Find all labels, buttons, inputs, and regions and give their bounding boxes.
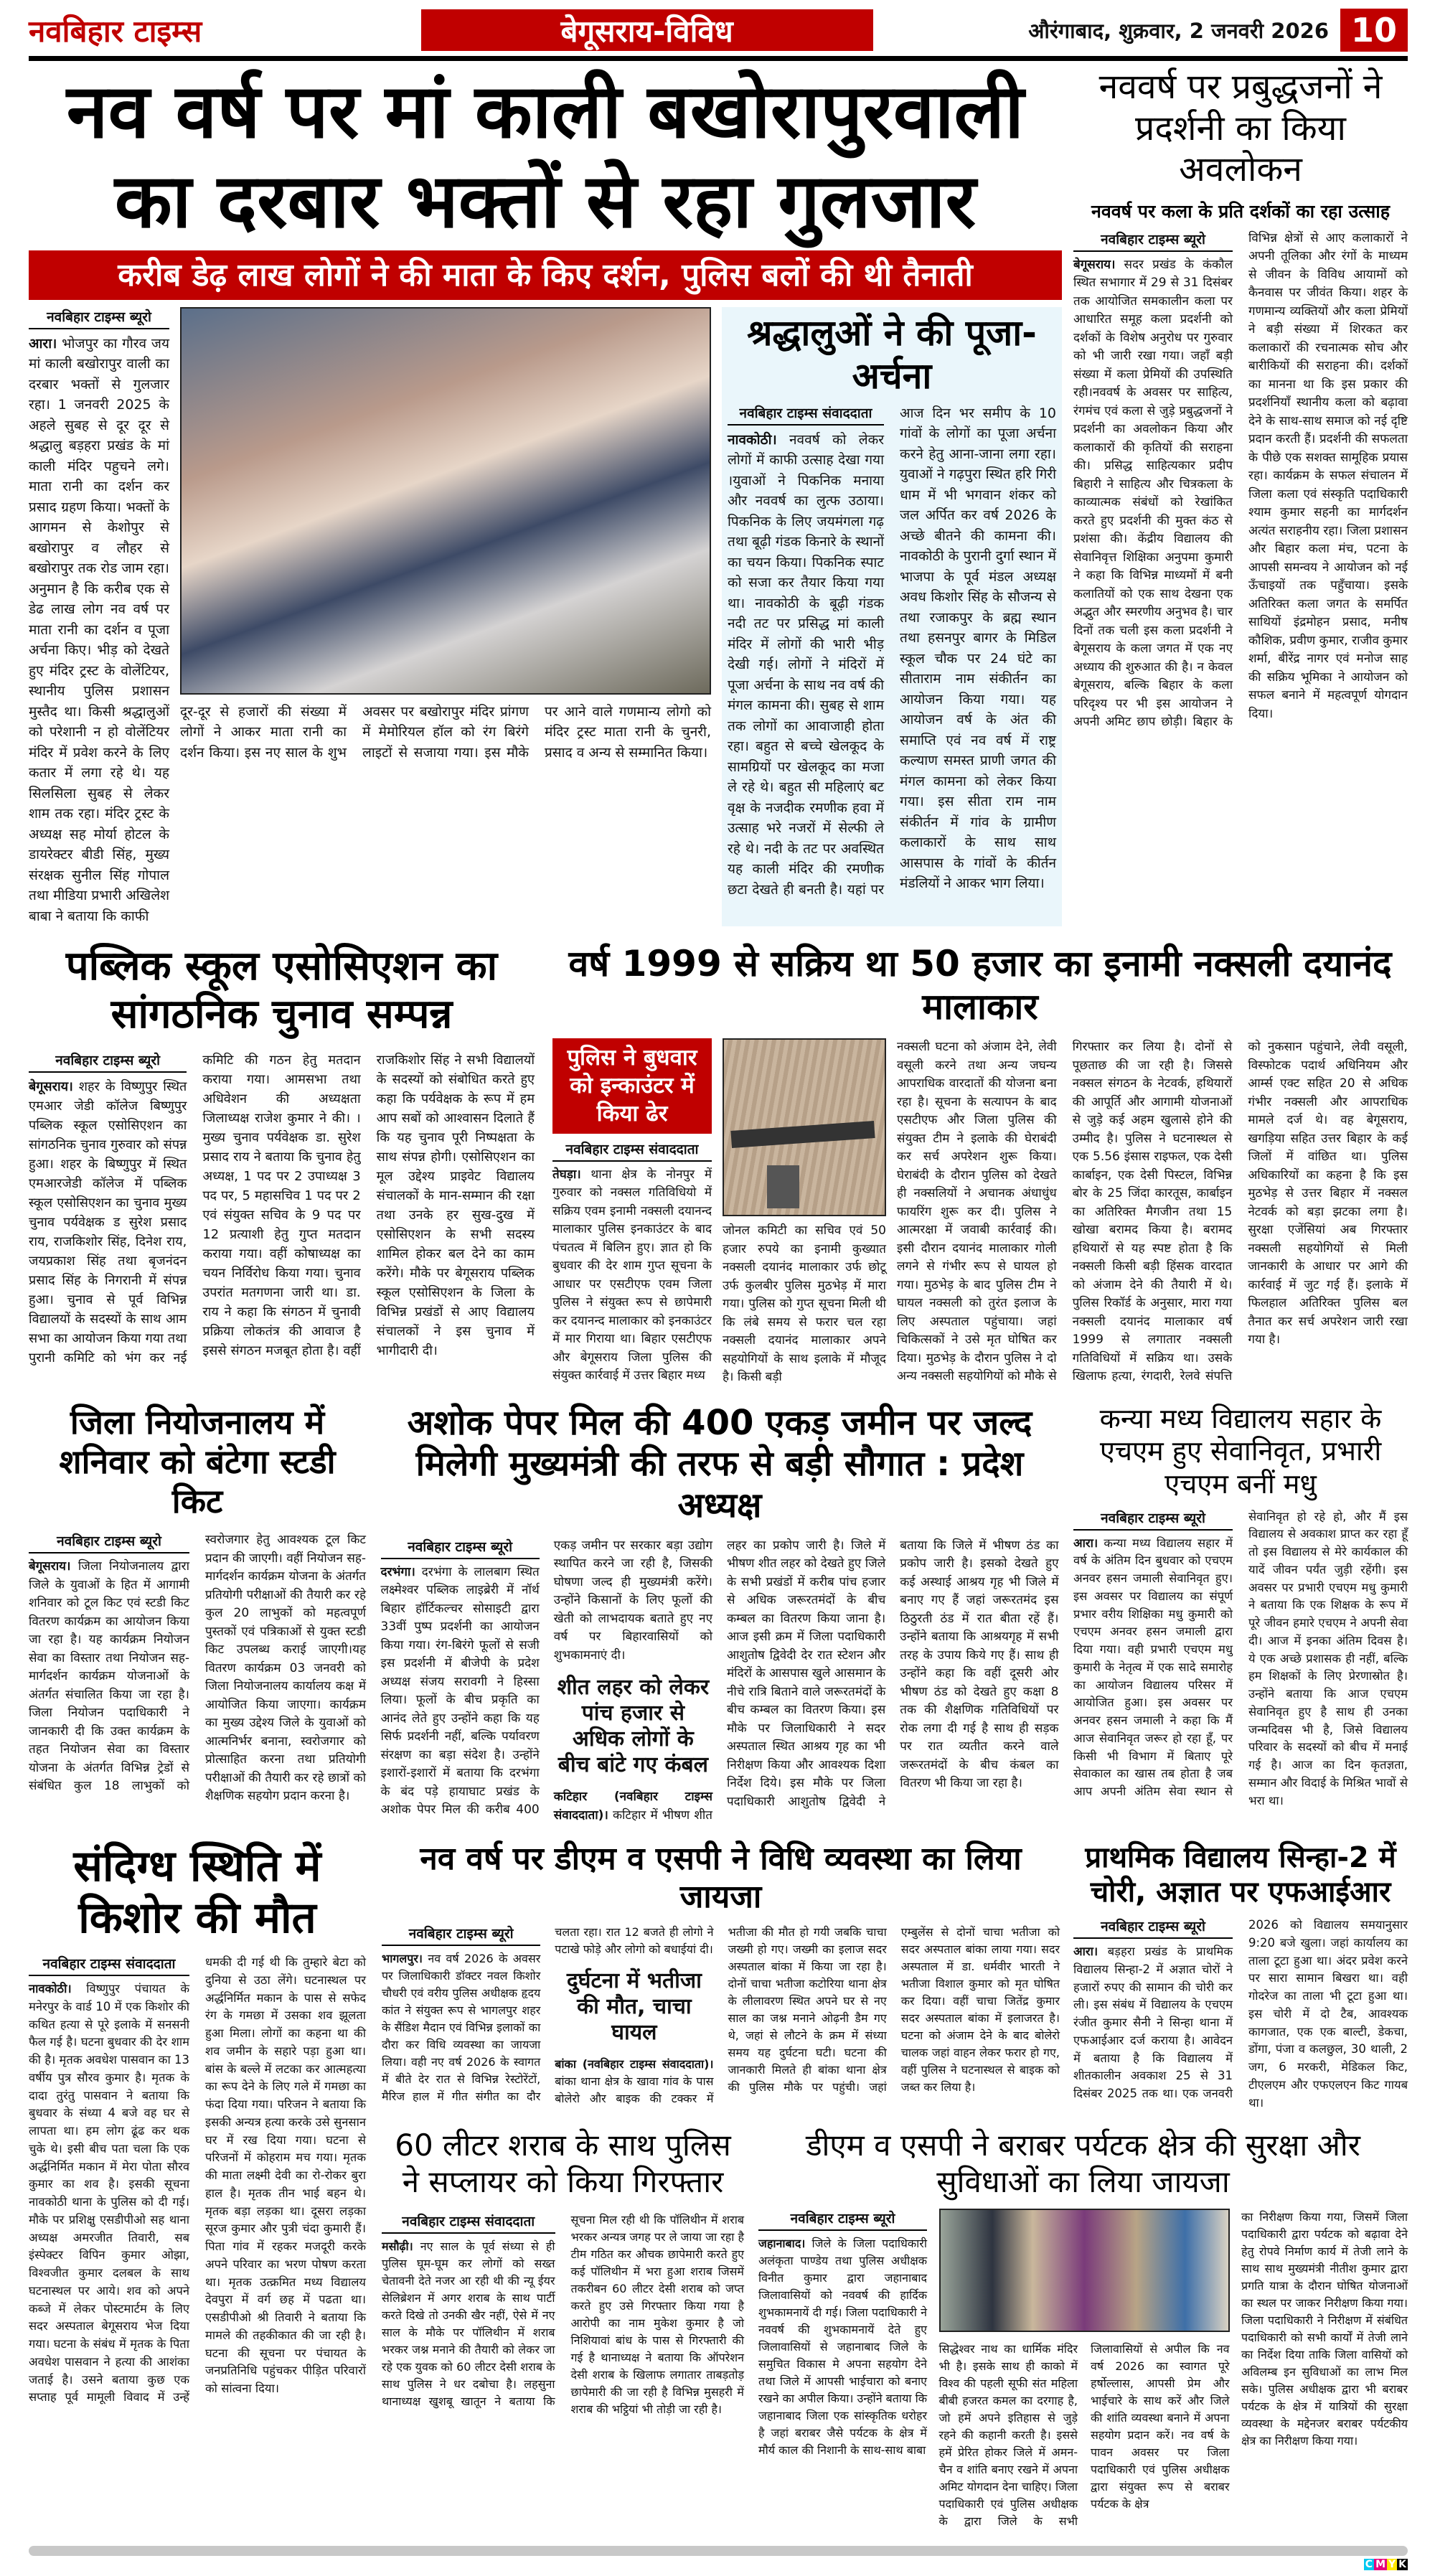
- lead-dateline: आरा।: [29, 335, 57, 352]
- row-lead: [29, 67, 1408, 926]
- lead-photo-devotees: [180, 307, 711, 695]
- cmyk-k: K: [1398, 2559, 1406, 2571]
- dm-bhagalpur-byline: नवबिहार टाइम्स ब्यूरो: [382, 1924, 540, 1946]
- kanya-school-headline: कन्या मध्य विद्यालय सहार के एचएम हुए सेवानिवृत, प्रभारी एचएम बनीं मधु: [1099, 1402, 1382, 1500]
- cmyk-m: M: [1375, 2559, 1385, 2571]
- kanya-school-article: [1073, 1403, 1408, 1810]
- naxal-body-2: जोनल कमिटी का सचिव एवं 50 हजार रुपये का इनामी कुख्यात नक्सली दयानंद मालाकार उर्फ छोटू उर्फ कुलबीर पुलिस मुठभेड़ में मारा गया। पुलिस को गुप्त सूचना मिली थी कि लंबे समय से फरार चल रहा नक्सली दयानंद मालाकार अपने सहयोगियों के साथ इलाके में मौजूद है। किसी बड़ी: [723, 1223, 886, 1385]
- lead-body-1: [29, 334, 169, 927]
- lead-subhead: करीब डेढ़ लाख लोगों ने की माता के किए दर्शन, पुलिस बलों की थी तैनाती: [118, 256, 973, 293]
- sinha-school-article: [1073, 1841, 1408, 2112]
- liquor-body: [382, 2211, 744, 2418]
- kanya-school-byline: नवबिहार टाइम्स ब्यूरो: [1073, 1508, 1233, 1531]
- accident-text: बांका थाना क्षेत्र के खावा गांव के पास बोलेरो और बाइक की टक्कर में भतीजा की मौत हो गयी जबकि चाचा जख्मी हो गए। जख्मी का इलाज सदर अस्पताल बांका में किया जा रहा है। दोनों चाचा भतीजा कटोरिया थाना क्षेत्र के लीलावरण स्थित अपने घर से नए साल का जश्न मनाने ओढ़नी डैम गए थे, जहां से लौटने के क्रम में संध्या समय यह दुर्घटना घटी। घटना की जानकारी मिलते ही बांका थाना क्षेत्र की पुलिस मौके पर पहुंची। जहां एम्बुलेंस से दोनों चाचा भतीजा को सदर अस्पताल बांका लाया गया। सदर अस्पताल में डा. धर्मवीर भारती ने भतीजा विशाल कुमार को मृत घोषित कर दिया। वहीं चाचा जितेंद्र कुमार सदर अस्पताल बांका में इलाजरत है। घटना को अंजाम देने के बाद बोलेरो चालक जहां वाहन लेकर फरार हो गए, वहीं पुलिस ने घटनास्थल से बाइक को जब्त कर लिया है।: [555, 1924, 1060, 2105]
- kishore-text: विष्णुपुर पंचायत के मनेरपुर के वार्ड 10 में एक किशोर की कथित हत्या से पूरे इलाके में सनसनी फैल गई है। घटना बुधवार की देर शाम की है। मृतक अवधेश पासवान का 13 वर्षीय पुत्र सौरव कुमार है। मृतक के दादा तुरंतु पासवान ने बताया कि बुधवार के संध्या 4 बजे वह घर से लापता था। हम लोग ढूंढ कर थक चुके थे। इसी बीच पता चला कि एक अर्द्धनिर्मित मकान में मेरा पोता सौरव कुमार का शव है। इसकी सूचना नावकोठी थाना के पुलिस को दी गई। मौके पर प्रशिक्षु एसडीपीओ सह थाना अध्यक्ष अमरजीत तिवारी, सब इंस्पेक्टर विपिन कुमार ओझा, विश्वजीत कुमार दलबल के साथ घटनास्थल पर आये। शव को अपने कब्जे में लेकर पोस्टमार्टम के लिए सदर अस्पताल बेगूसराय भेज दिया गया। घटना के संबंध में मृतक के पिता अवधेश पासवान ने हत्या की आशंका जताई है। उसने बताया कुछ एक सप्ताह पूर्व मामूली विवाद में उन्हें धमकी दी गई थी कि तुम्हारे बेटा को दुनिया से उठा लेंगे। घटनास्थल पर अर्द्धनिर्मित मकान के पास से सफेद रंग के गमछा में उसका शव झूलता हुआ मिला। लोगों का कहना था की शव जमीन के सहारे पड़ा हुआ था। बांस के बल्ले में लटका कर आत्महत्या का रूप देने के लिए गले में गमछा का फंदा दिया गया। परिजन ने बताया कि इसकी अन्यत्र हत्या करके उसे सुनसान घर में रख दिया गया। घटना से परिजनों में कोहराम मच गया। मृतक की माता लक्ष्मी देवी का रो-रोकर बुरा हाल है। मृतक तीन भाई बहन थे। मृतक बड़ा लड़का था। दूसरा लड़का सूरज कुमार और पुत्री चंदा कुमारी हैं। पिता गांव में रहकर मजदूरी करके अपने परिवार का भरण पोषण करता था। मृतक उत्क्रमित मध्य विद्यालय देवपुरा में वर्ग छह में पढता था। एसडीपीओ श्री तिवारी ने बताया कि मामले की तहकीकात की जा रही है। घटना की सूचना पर पंचायत के जनप्रतिनिधि पहुंचकर पीड़ित परिवारों को सांत्वना दिया।: [29, 1955, 366, 2405]
- blanket-text: कटिहार में भीषण शीत लहर का प्रकोप जारी है। जिले में भीषण शीत लहर को देखते हुए जिले के सभी प्रखंडों में करीब पांच हजार से अधिक जरूरतमंदों के बीच कम्बल का वितरण किया जाना है। आज इसी क्रम में जिला पदाधिकारी आशुतोष द्विवेदी देर रात स्टेशन और मंदिरों के आसपास खुले आसमान के नीचे रात्रि बिताने वाले जरूरतमंदों के बीच कम्बल का वितरण किया। इस मौके पर जिलाधिकारी ने सदर अस्पताल स्थित आश्रय गृह का भी निरीक्षण किया और आवश्यक दिशा निर्देश दिये। इस मौके पर जिला पदाधिकारी आशुतोष द्विवेदी ने बताया कि जिले में भीषण ठंड का प्रकोप जारी है। इसको देखते हुए कई अस्थाई आश्रय गृह भी जिले में बनाए गए हैं जहां जरूरतमंद इस ठिठुरती ठंड में रात बीता रहें हैं। उन्होंने बताया कि आश्रयगृह में सभी तरह के उपाय किये गए हैं। साथ ही उन्होंने कहा कि वहीं दूसरी ओर भीषण ठंड को देखते हुए कक्षा 8 तक की शैक्षणिक गतिविधियों पर रोक लगा दी गई है साथ ही सड़क पर रात व्यतीत करने वाले जरूरतमंदों के बीच कंबल का वितरण भी किया जा रहा है।: [608, 1538, 1059, 1823]
- paper-mill-byline: नवबिहार टाइम्स ब्यूरो: [381, 1537, 540, 1559]
- newspaper-page: [29, 0, 1408, 2576]
- puja-article: [722, 307, 1062, 927]
- paper-mill-text: दरभंगा के लालबाग स्थित लक्ष्मेश्वर पब्लिक लाइब्रेरी में नॉर्थ बिहार हॉर्टिकल्चर सोसाइटी द्वारा 33वीं पुष्प प्रदर्शनी का आयोजन किया गया। रंग-बिरंगे फूलों से सजी इस प्रदर्शनी में बीजेपी के प्रदेश अध्यक्ष संजय सरावगी ने हिस्सा लिया। फूलों के बीच प्रकृति का आनंद लेते हुए उन्होंने कहा कि यह सिर्फ प्रदर्शनी नहीं, बल्कि पर्यावरण संरक्षण का बड़ा संदेश है। उन्होंने इशारों-इशारों में बताया कि दरभंगा के बंद पड़े हायाघाट प्रखंड के अशोक पेपर मिल की करीब 400 एकड़ जमीन पर सरकार बड़ा उद्योग स्थापित करने जा रही है, जिसकी घोषणा जल्द ही मुख्यमंत्री करेंगे। उन्होंने किसानों के लिए फूलों की खेती को लाभदायक बताते हुए नए वर्ष पर बिहारवासियों को शुभकामनाएं दी।: [380, 1538, 712, 1818]
- jahanabad-col-1: [758, 2209, 927, 2530]
- liquor-dateline: मसौढ़ी।: [382, 2239, 413, 2254]
- jahanabad-body-2: सिद्धेश्वर नाथ का धार्मिक मंदिर भी है। इसके साथ ही काको में विश्व की पहली सूफी संत महिला बीबी हजरत कमल का दरगाह है, जो हमें अपने इतिहास से जुड़े रहने की कहानी करती है। इससे हमें प्रेरित होकर जिले में अमन-चैन व शांति बनाए रखने में अपना अमिट योगदान देना चाहिए। जिला पदाधिकारी एवं पुलिस अधीक्षक के द्वारा जिले के सभी जिलावासियों से अपील कि नव वर्ष 2026 का स्वागत पूरे हर्षोल्लास, आपसी प्रेम और भाईचारे के साथ करें और जिले की शांति व्यवस्था बनाने में अपना सहयोग प्रदान करें। नव वर्ष के पावन अवसर पर जिला पदाधिकारी एवं पुलिस अधीक्षक द्वारा संयुक्त रूप से बराबर पर्यटक के क्षेत्र: [938, 2342, 1230, 2529]
- lead-byline: नवबिहार टाइम्स ब्यूरो: [29, 307, 169, 329]
- masthead-logo[interactable]: नवबिहार टाइम्स: [29, 13, 202, 49]
- school-association-byline: नवबिहार टाइम्स ब्यूरो: [29, 1050, 187, 1073]
- lead-headline-line-2: का दरबार भक्तों से रहा गुलजार: [114, 156, 977, 245]
- kanya-school-body: [1073, 1508, 1408, 1810]
- footer-registration-bar: [29, 2546, 1408, 2556]
- lead-headline-line-1: नव वर्ष पर मां काली बखोरापुरवाली: [66, 67, 1025, 155]
- exhibition-article: [1073, 67, 1408, 732]
- puja-text: नववर्ष को लेकर लोगों में काफी उत्साह देखा गया ।युवाओं ने पिकनिक मनाया और नववर्ष का लुत्फ उठाया। पिकनिक के लिए जयमंगला गढ़ तथा बूढ़ी गंडक किनारे के स्थानों का चयन किया। पिकनिक स्पाट को सजा कर तैयार किया गया था। नावकोठी के बूढ़ी गंडक नदी तट पर प्रसिद्ध मां काली मंदिर में लोगों की भारी भीड़ देखी गई। लोगों ने मंदिरों में पूजा अर्चना के साथ नव वर्ष की मंगल कामना की। सुबह से शाम तक लोगों का आवाजाही होता रहा। बहुत से बच्चे खेलकूद के सामग्रियों पर खेलकूद का मजा ले रहे थे। बहुत सी महिलाएं बट वृक्ष के नजदीक रमणीक हवा में उत्साह भरे नजरों में सेल्फी ले रहे थे। नदी के तट पर अवस्थित यह काली मंदिर की रमणीक छटा देखते ही बनती है। यहां पर आज दिन भर समीप के 10 गांवों के लोगों का पूजा अर्चना करने हेतु आना-जाना लगा रहा। युवाओं ने गढ़पुरा स्थित हरि गिरी धाम में भी भगवान शंकर को जल अर्पित कर वर्ष 2026 के अच्छे बीतने की कामना की। नावकोठी के पुरानी दुर्गा स्थान में भाजपा के पूर्व मंडल अध्यक्ष अवध किशोर सिंह के सौजन्य से तथा रजाकपुर के ब्रह्म स्थान तथा हसनपुर बागर के मिडिल स्कूल चौक पर 24 घंटे का सीताराम नाम संकीर्तन का आयोजन किया गया। यह आयोजन वर्ष के अंत की समाप्ति एवं नव वर्ष में राष्ट्र कल्याण समस्त प्राणी जगत की मंगल कामना को लेकर किया गया। इस सीता राम नाम संकीर्तन में गांव के ग्रामीण कलाकारों के साथ साथ आसपास के गांवों के कीर्तन मंडलियों ने आकर भाग लिया।: [728, 405, 1056, 898]
- paper-mill-article: [381, 1403, 1059, 1825]
- dm-bhagalpur-text: नव वर्ष 2026 के अवसर पर जिलाधिकारी डॉक्टर नवल किशोर चौधरी एवं वरीय पुलिस अधीक्षक हृदय कांत ने संयुक्त रूप से भागलपुर शहर के सैंडिश मैदान एवं विभिन्न इलाकों का दौरा कर विधि व्यवस्था का जायजा लिया। वही नए वर्ष 2026 के स्वागत में बीते देर रात से विभिन्न रेस्टोरेंटों, मैरिज हाल में गीत संगीत का दौर चलता रहा। रात 12 बजते ही लोगो ने पटाखे फोड़े और लोगो को बधाईयां दी।: [382, 1924, 714, 2103]
- liquor-article: [382, 2128, 744, 2530]
- blanket-dateline: कटिहार (नवबिहार टाइम्स संवाददाता)।: [553, 1790, 712, 1823]
- school-association-dateline: बेगूसराय।: [29, 1078, 73, 1094]
- paper-mill-dateline: दरभंगा।: [380, 1564, 415, 1579]
- jahanabad-byline: नवबिहार टाइम्स ब्यूरो: [758, 2209, 927, 2231]
- lead-article-col: [29, 307, 169, 927]
- naxal-body-1: [552, 1166, 712, 1386]
- naxal-dateline: तेघड़ा।: [552, 1167, 581, 1182]
- magazine-shape: [767, 1165, 799, 1208]
- exhibition-subhead: नववर्ष पर कला के प्रति दर्शकों का रहा उत्साह: [1091, 200, 1391, 222]
- sinha-school-byline: नवबिहार टाइम्स ब्यूरो: [1073, 1917, 1233, 1939]
- kishore-byline: नवबिहार टाइम्स संवाददाता: [29, 1954, 189, 1976]
- school-association-text: शहर के विष्णुपुर स्थित एमआर जेडी कॉलेज बिष्णुपुर पब्लिक स्कूल एसोसिएशन का सांगठनिक चुनाव गुरुवार को संपन्न हुआ। शहर के बिष्णुपुर में स्थित एमआरजेडी कॉलेज में पब्लिक स्कूल एसोसिएशन का चुनाव मुख्य चुनाव पर्यवेक्षक ड सुरेश प्रसाद राय, राजकिशोर सिंह, दिनेश राय, जयप्रकाश सिंह तथा बृजनंदन प्रसाद सिंह के निगरानी में संपन्न हुआ। चुनाव से पूर्व विभिन्न विद्यालयों के सदस्यों के साथ आम सभा का आयोजन किया गया तथा पुरानी कमिटि को भंग कर नई कमिटि की गठन हेतु मतदान कराया गया। आमसभा तथा अधिवेशन की अध्यक्षता जिलाध्यक्ष राजेश कुमार ने की। ।मुख्य चुनाव पर्यवेक्षक डा. सुरेश प्रसाद राय ने बताया कि चुनाव हेतु अध्यक्ष, 1 पद पर 2 उपाध्यक्ष 3 पद पर, 5 महासचिव 1 पद पर 2 एवं संयुक्त सचिव के 9 पद पर 12 प्रत्याशी हेतु गुप्त मतदान कराया गया। वहीं कोषाध्यक्ष का चयन निर्विरोध किया गया। चुनाव उपरांत मतगणना जारी था। डा. राय ने कहा कि संगठन में चुनावी प्रक्रिया लोकतंत्र की आवाज है इससे संगठन मजबूत होता है। वहीं राजकिशोर सिंह ने सभी विद्यालयों के सदस्यों को संबोधित करते हुए कहा कि पर्यवेक्षक के रूप में हम आप सबों को आश्वासन दिलाते हैं कि यह चुनाव पूरी निष्पक्षता के साथ संपन्न होगी। एसोसिएशन का मूल उद्देश्य प्राइवेट विद्यालय संचालकों के मान-सम्मान की रक्षा तथा उनके हर सुख-दुख में एसोसिएशन के सभी सदस्य शामिल होकर बल देने का काम करेंगे। मौके पर बेगूसराय पब्लिक स्कूल एसोसिएशन के जिला के विभिन्न प्रखंडों से आए विद्यालय संचालकों ने इस चुनाव में भागीदारी दी।: [29, 1052, 535, 1365]
- paper-mill-headline: अशोक पेपर मिल की 400 एकड़ जमीन पर जल्द मिलेगी मुख्यमंत्री की तरफ से बड़ी सौगात : प्रदेश अध्यक्ष: [407, 1402, 1032, 1526]
- liquor-text: नए साल के पूर्व संध्या से ही पुलिस घूम-घूम कर लोगों को सख्त चेतावनी देते नजर आ रही थी की न्यू ईयर सेलिब्रेशन में अगर शराब के साथ पार्टी करते दिखे तो उनकी खैर नहीं, ऐसे में नए साल के मौके पर पॉलिथीन में शराब भरकर जश्न मनाने की तैयारी को लेकर जा रहे एक युवक को 60 लीटर देसी शराब के साथ पुलिस ने धर दबोचा है। लहसुना थानाध्यक्ष खुशबू खातून ने बताया कि सूचना मिल रही थी कि पॉलिथीन में शराब भरकर अन्यत्र जगह पर ले जाया जा रहा है टीम गठित कर औचक छापेमारी करते हुए कई पॉलिथीन में भरा हुआ शराब जिसमें तकरीबन 60 लीटर देसी शराब को जप्त करते हुए उसे गिरफ्तार किया गया है आरोपी का नाम मुकेश कुमार है जो निशियावां बांध के पास से गिरफ्तारी की गई है थानाध्यक्ष ने बताया कि ऑपरेशन देसी शराब के खिलाफ लगातार ताबड़तोड़ छापेमारी की जा रही है विभिन्न मुसहरी में शराब की भट्ठियां भी तोड़ी जा रही है।: [382, 2213, 744, 2417]
- naxal-flag-box: [552, 1038, 712, 1133]
- school-association-headline: पब्लिक स्कूल एसोसिएशन का सांगठनिक चुनाव सम्पन्न: [65, 943, 498, 1038]
- school-association-article: [29, 942, 535, 1367]
- puja-byline: नवबिहार टाइम्स संवाददाता: [728, 403, 884, 426]
- cmyk-swatch: [29, 2559, 1408, 2576]
- blanket-headline: शीत लहर को लेकर पांच हजार से अधिक लोगों के बीच बांटे गए कंबल: [557, 1675, 710, 1778]
- cmyk-y: Y: [1388, 2559, 1396, 2571]
- dm-bhagalpur-dateline: भागलपुर।: [382, 1951, 423, 1965]
- kishore-body: [29, 1954, 366, 2407]
- kanya-school-text: कन्या मध्य विद्यालय सहार में वर्ष के अंतिम दिन बुधवार को एचएम अनवर हसन जमाली सेवानिवृत हुए। इस अवसर पर विद्यालय का संपूर्ण प्रभार वरीय शिक्षिका मधु कुमारी को एचएम अनवर हसन जमाली द्वारा दिया गया। वही प्रभारी एचएम मधु कुमारी के नेतृत्व में एक सादे समारोह का आयोजन विद्यालय परिसर में आयोजित हुआ। इस अवसर पर अनवर हसन जमाली ने कहा कि मैं आज सेवानिवृत जरूर हो रहा हूँ, पर किसी भी विभाग में बिताए पूरे सेवाकाल का खास तब होता है जब आप अपनी अंतिम सेवा स्थान से सेवानिवृत हो रहे हो, और मैं इस विद्यालय से अवकाश प्राप्त कर रहा हूँ तो इस विद्यालय से मेरे कार्यकाल की यादें जीवन पर्यंत जुड़ी रहेंगी। इस अवसर पर प्रभारी एचएम मधु कुमारी ने बताया कि एक शिक्षक के रूप में पूरे जीवन हमारे एचएम ने अपनी सेवा दी। आज में इनका अंतिम दिवस है। ये एक अच्छे प्रशासक ही नहीं, बल्कि हम शिक्षकों के लिए प्रेरणास्रोत है। उन्होंने बताया कि आज एचएम सेवानिवृत हुए है साथ ही उनका जन्मदिवस भी है, जिसे विद्यालय परिवार के सदस्यों को बीच में मनाई गई है। आज का दिन कृतज्ञता, सम्मान और विदाई के मिश्रित भावों से भरा था।: [1073, 1509, 1408, 1808]
- section-title: बेगूसराय-विविध: [560, 13, 733, 49]
- lead-text-1: भोजपुर का गौरव जय मां काली बखोरापुर वाली का दरबार भक्तों से गुलजार रहा। 1 जनवरी 2025 के अहले सुबह से दूर दूर से श्रद्धालु बड़हरा प्रखंड के मां काली मंदिर पहुचने लगे। माता रानी का दर्शन कर प्रसाद ग्रहण किया। भक्तों के आगमन से केशोपुर से बखोरापुर व लौहर से बखोरापुर तक रोड जाम रहा। अनुमान है कि करीब एक से डेढ लाख लोग नव वर्ष पर माता रानी का दर्शन व पूजा अर्चना किए। भीड़ को देखते हुए मंदिर ट्रस्ट के वोलेंटियर, स्थानीय पुलिस प्रशासन मुस्तैद था। किसी श्रद्धालुओं को परेशानी न हो वोलेंटियर मंदिर में प्रवेश करने के लिए कतार में लगा रहे थे। यह सिलसिला सुबह से लेकर शाम तक रहा। मंदिर ट्रस्ट के अध्यक्ष सह मोर्या होटल के डायरेक्टर बीडी सिंह, मुख्य संरक्षक सुनील सिंह गोपाल तथा मीडिया प्रभारी अखिलेश बाबा ने बताया कि काफी: [29, 335, 169, 924]
- exhibition-headline: नववर्ष पर प्रबुद्धजनों ने प्रदर्शनी का किया अवलोकन: [1098, 67, 1383, 190]
- sinha-school-body: [1073, 1917, 1408, 2112]
- jahanabad-dateline: जहानाबाद।: [758, 2237, 806, 2251]
- dm-bhagalpur-article: [382, 1841, 1060, 2112]
- masthead-rule: [29, 56, 1408, 61]
- naxal-flag-text: पुलिस ने बुधवार को इन्काउंटर में किया ढेर: [567, 1045, 697, 1127]
- jahanabad-headline: डीएम व एसपी ने बराबर पर्यटक क्षेत्र की सुरक्षा और सुविधाओं का लिया जायजा: [806, 2128, 1360, 2199]
- page-number: 10: [1340, 9, 1408, 52]
- study-kit-body: [29, 1531, 366, 1806]
- kishore-dateline: नावकोठी।: [29, 1982, 72, 1996]
- jahanabad-body-3: का निरीक्षण किया गया, जिसमें जिला पदाधिकारी द्वारा पर्यटक को बढ़ावा देने हेतु रोपवे निर्माण कार्य में तेजी लाने के साथ साथ मुख्यमंत्री नीतीश कुमार द्वारा प्रगति यात्रा के दौरान घोषित योजनाओं का स्थल पर जाकर निरीक्षण किया गया। जिला पदाधिकारी ने निरीक्षण में संबंधित पदाधिकारी को सभी कार्यों में तेजी लाने का निर्देश दिया ताकि जिला वासियों को अविलम्ब इन सुविधाओं का लाभ मिल सके। पुलिस अधीक्षक द्वारा भी बराबर पर्यटक के क्षेत्र में यात्रियों की सुरक्षा व्यवस्था के मद्देनजर बराबर पर्यटकीय क्षेत्र का निरीक्षण किया गया।: [1241, 2210, 1408, 2448]
- puja-body: [728, 403, 1056, 901]
- exhibition-body: [1073, 230, 1408, 732]
- liquor-byline: नवबिहार टाइम्स संवाददाता: [382, 2211, 555, 2234]
- exhibition-text: सदर प्रखंड के कंकौल स्थित सभागार में 29 से 31 दिसंबर तक आयोजित समकालीन कला पर आधारित समूह कला प्रदर्शनी को दर्शकों के विशेष अनुरोध पर गुरुवार को भी जारी रखा गया। जहाँ बड़ी संख्या में कला प्रेमियों की उपस्थिति रही।नववर्ष के अवसर पर साहित्य, रंगमंच एवं कला से जुड़े प्रबुद्धजनों ने प्रदर्शनी का अवलोकन किया और कलाकारों की कृतियों की सराहना की। प्रसिद्ध साहित्यकार प्रदीप बिहारी ने साहित्य और चित्रकला के काव्यात्मक संबंधों को रेखांकित करते हुए प्रदर्शनी की मुक्त कंठ से प्रशंसा की। केंद्रीय विद्यालय की सेवानिवृत्त शिक्षिका अनुपमा कुमारी ने कहा कि विभिन्न माध्यमों में बनी कलातियों को एक साथ देखना एक अद्भुत और स्मरणीय अनुभव है। चार दिनों तक चली इस कला प्रदर्शनी ने बेगूसराय के कला जगत में एक नए अध्याय की शुरुआत की है। न केवल बेगूसराय, बल्कि बिहार के कला परिदृश्य पर भी इस आयोजन ने अपनी अमिट छाप छोड़ी। बिहार के विभिन्न क्षेत्रों से आए कलाकारों ने अपनी तूलिका और रंगों के माध्यम से जीवन के विविध आयामों को कैनवास पर जीवंत किया। शहर के गणमान्य व्यक्तियों और कला प्रेमियों ने बड़ी संख्या में शिरकत कर कलाकारों की रचनात्मक सोच और बारीकियों की सराहना की। दर्शकों का मानना था कि इस प्रकार की प्रदर्शनियाँ स्थानीय कला को बढ़ावा देने के साथ-साथ समाज को नई दृष्टि प्रदान करती हैं। प्रदर्शनी की सफलता के पीछे एक सशक्त सामूहिक प्रयास रहा। कार्यक्रम के सफल संचालन में जिला कला एवं संस्कृति पदाधिकारी श्याम कुमार सहनी का मार्गदर्शन अत्यंत सराहनीय रहा। जिला प्रशासन और बिहार कला मंच, पटना के आपसी समन्वय ने आयोजन को नई ऊँचाइयों तक पहुँचाया। इसके अतिरिक्त कला जगत के समर्पित साथियों इंद्रमोहन प्रसाद, मनीष कौशिक, प्रवीण कुमार, राजीव कुमार शर्मा, बीरेंद्र नागर एवं मनोज साह की सक्रिय भूमिका ने आयोजन को सफल बनाने में महत्वपूर्ण योगदान दिया।: [1073, 230, 1408, 730]
- kishore-headline: संदिग्ध स्थिति में किशोर की मौत: [73, 1841, 321, 1944]
- study-kit-text: जिला नियोजनालय द्वारा जिले के युवाओं के हित में आगामी शनिवार को टूल किट एवं स्टडी किट वितरण कार्यक्रम का आयोजन किया जा रहा है। यह कार्यक्रम नियोजन सेवा का विस्तार तथा नियोजन सह-मार्गदर्शन कार्यक्रम योजनाओं के अंतर्गत संचालित किया जा रहा है। जिला नियोजन पदाधिकारी ने जानकारी दी कि उक्त कार्यक्रम के तहत नियोजन सेवा का विस्तार योजना के अंतर्गत विभिन्न ट्रेडों से संबंधित कुल 18 लाभुकों को स्वरोजगार हेतु आवश्यक टूल किट प्रदान की जाएगी। वहीं नियोजन सह-मार्गदर्शन कार्यक्रम योजना के अंतर्गत प्रतियोगी परीक्षाओं की तैयारी कर रहे कुल 20 लाभुकों को महत्वपूर्ण पुस्तकों एवं पत्रिकाओं से युक्त स्टडी किट उपलब्ध कराई जाएगी।यह वितरण कार्यक्रम 03 जनवरी को जिला नियोजनालय कार्यालय कक्ष में आयोजित किया जाएगा। कार्यक्रम का मुख्य उद्देश्य जिले के युवाओं को आत्मनिर्भर बनाना, स्वरोजगार को प्रोत्साहित करना तथा प्रतियोगी परीक्षाओं की तैयारी कर रहे छात्रों को शैक्षणिक सहयोग प्रदान करना है।: [29, 1533, 366, 1804]
- section-banner: [421, 9, 873, 51]
- accident-dateline: बांका (नवबिहार टाइम्स संवाददाता)।: [555, 2056, 714, 2071]
- study-kit-article: [29, 1403, 366, 1806]
- issue-date: औरंगाबाद, शुक्रवार, 2 जनवरी 2026: [1028, 18, 1329, 43]
- kanya-school-dateline: आरा।: [1073, 1536, 1098, 1550]
- sinha-school-headline: प्राथमिक विद्यालय सिन्हा-2 में चोरी, अज्ञात पर एफआईआर: [1085, 1841, 1396, 1909]
- naxal-body-3: नक्सली घटना को अंजाम देने, लेवी वसूली करने तथा अन्य जघन्य आपराधिक वारदातों की योजना बना रहा है। सूचना के सत्यापन के बाद एसटीएफ और जिला पुलिस की संयुक्त टीम ने इलाके की घेराबंदी कर सर्च अपरेशन शुरू किया। घेराबंदी के दौरान पुलिस को देखते ही नक्सलियों ने अचानक अंधाधुंध फायरिंग शुरू कर दी। पुलिस ने आत्मरक्षा में जवाबी कार्रवाई की। इसी दौरान दयानंद मालाकार गोली लगने से गंभीर रूप से घायल हो गया। मुठभेड़ के बाद पुलिस टीम ने घायल नक्सली को तुरंत इलाज के लिए अस्पताल पहुंचाया। जहां चिकित्सकों ने उसे मृत घोषित कर दिया। मुठभेड़ के दौरान पुलिस ने दो अन्य नक्सली सहयोगियों को मौके से गिरफ्तार कर लिया है। दोनों से पूछताछ की जा रही है। जिससे नक्सल संगठन के नेटवर्क, हथियारों की आपूर्ति और आगामी योजनाओं से जुड़े कई अहम खुलासे होने की उम्मीद है। पुलिस ने घटनास्थल से एक 5.56 इंसास राइफल, एक देसी कार्बाइन, एक देसी पिस्टल, विभिन्न बोर के 25 जिंदा कारतूस, कार्बाइन का अतिरिक्त मैगजीन तथा 15 खोखा बरामद किया है। बरामद हथियारों से यह स्पष्ट होता है कि नक्सली किसी बड़ी हिंसक वारदात को अंजाम देने की तैयारी में थे। पुलिस रिकॉर्ड के अनुसार, मारा गया नक्सली दयानंद मालाकार वर्ष 1999 से लगातार नक्सली गतिविधियों में सक्रिय था। उसके खिलाफ हत्या, रंगदारी, रेलवे संपत्ति को नुकसान पहुंचाने, लेवी वसूली, विस्फोटक पदार्थ अधिनियम और आर्म्स एक्ट सहित 20 से अधिक गंभीर नक्सली और आपराधिक मामले दर्ज थे। वह बेगूसराय, खगड़िया सहित उत्तर बिहार के कई जिलों में वांछित था। पुलिस अधिकारियों का कहना है कि इस मुठभेड़ से उत्तर बिहार में नक्सल नेटवर्क को बड़ा झटका लगा है। सुरक्षा एजेंसियां अब गिरफ्तार नक्सली सहयोगियों से मिली जानकारी के आधार पर आगे की कार्रवाई में जुट गई हैं। इलाके में फिलहाल अतिरिक्त पुलिस बल तैनात कर सर्च अपरेशन जारी रखा गया है।: [897, 1040, 1408, 1384]
- naxal-byline: नवबिहार टाइम्स संवाददाता: [552, 1139, 712, 1162]
- liquor-headline: 60 लीटर शराब के साथ पुलिस ने सप्लायर को किया गिरफ्तार: [395, 2128, 731, 2199]
- kishore-article: [29, 1841, 366, 2407]
- lead-subhead-bar: [29, 250, 1062, 300]
- row-second: [29, 942, 1408, 1387]
- naxal-photo-weapons: [723, 1038, 886, 1216]
- naxal-text-1: थाना क्षेत्र के नोनपुर में गुरुवार को नक्सल गतिविधियो में सक्रिय एवम इनामी नक्सली दयानन्द मालाकार पुलिस इनकाउंटर के बाद पंचतत्व में बिलिन हुए। ज्ञात हो कि बुधवार की देर शाम गुप्त सूचना के आधार पर एसटीएफ एवम जिला पुलिस ने संयुक्त रूप से छापेमारी कर दयानन्द मालाकार को इनकाउंटर में मार गिराया था। बिहार एसटीएफ और बेगूसराय जिला पुलिस की संयुक्त कार्रवाई में उत्तर बिहार मध्य: [552, 1167, 712, 1383]
- study-kit-headline: जिला नियोजनालय में शनिवार को बंटेगा स्टडी किट: [59, 1402, 336, 1521]
- sinha-school-dateline: आरा।: [1073, 1945, 1098, 1959]
- jahanabad-text-1: जिले के जिला पदाधिकारी अलंकृता पाण्डेय तथा पुलिस अधीक्षक विनीत कुमार द्वारा जहानाबाद जिलावासियों को नववर्ष की हार्दिक शुभकामनायें दी गई। जिला पदाधिकारी ने नववर्ष की शुभकामनायें देते हुए जिलावासियों से जहानाबाद जिले के समुचित विकास मे अपना सहयोग देने तथा जिले में आपसी भाईचारा को बनाए रखने का अपील किया। उन्होंने बताया कि जहानाबाद जिला एक सांस्कृतिक धरोहर है जहां बराबर जैसे पर्यटक के क्षेत्र में मौर्य काल की निशानी के साथ-साथ बाबा: [758, 2237, 928, 2458]
- study-kit-byline: नवबिहार टाइम्स ब्यूरो: [29, 1531, 189, 1553]
- row-fourth: [29, 1841, 1408, 2530]
- jahanabad-article: [758, 2128, 1408, 2530]
- exhibition-byline: नवबिहार टाइम्स ब्यूरो: [1073, 230, 1233, 252]
- lead-body-2: दूर-दूर से हजारों की संख्या में लोगों ने आकर माता रानी का दर्शन किया। इस नए साल के शुभ अवसर पर बखोरापुर मंदिर प्रांगण में मेमोरियल हॉल को रंग बिरंगे लाइटों से सजाया गया। इस मौके पर आने वाले गणमान्य लोगो को मंदिर ट्रस्ट माता रानी के चुनरी, प्रसाद व अन्य से सम्मानित किया।: [180, 703, 711, 761]
- study-kit-dateline: बेगूसराय।: [29, 1559, 71, 1574]
- rifle-shape: [730, 1121, 875, 1148]
- jahanabad-photo-officials: [939, 2209, 1230, 2332]
- puja-headline: श्रद्धालुओं ने की पूजा-अर्चना: [747, 311, 1037, 397]
- puja-dateline: नावकोठी।: [728, 431, 777, 448]
- naxal-headline: वर्ष 1999 से सक्रिय था 50 हजार का इनामी नक्सली दयानंद मालाकार: [568, 943, 1392, 1028]
- cmyk-c: C: [1365, 2559, 1373, 2571]
- sinha-school-text: बड़हरा प्रखंड के प्राथमिक विद्यालय सिन्हा-2 में अज्ञात चोरों ने हजारों रुपए की सामान की चोरी कर ली। इस संबंध में विद्यालय के एचएम रंजीत कुमार सैनी ने सिन्हा थाना में एफआईआर दर्ज कराया है। आवेदन में बताया है कि विद्यालय में शीतकालीन अवकाश 25 से 31 दिसंबर 2025 तक था। एक जनवरी 2026 को विद्यालय समयानुसार 9:20 बजे खुला। जहां कार्यालय का ताला टूटा हुआ था। अंदर प्रवेश करने पर सारा सामान बिखरा था। वही गोदरेज का ताला भी टूटा हुआ था। इस चोरी में दो टैब, आवश्यक कागजात, एक एक बाल्टी, डेकचा, डोंगा, पंजा व कलछुल, 30 थाली, 2 जग, 6 मरकरी, मेडिकल किट, टीएलएम और एफएलएन किट गायब था।: [1073, 1918, 1408, 2110]
- exhibition-dateline: बेगूसराय।: [1073, 257, 1116, 272]
- row-third: [29, 1403, 1408, 1825]
- accident-headline: दुर्घटना में भतीजा की मौत, चाचा घायल: [566, 1968, 702, 2045]
- masthead: [29, 9, 1408, 52]
- dm-bhagalpur-headline: नव वर्ष पर डीएम व एसपी ने विधि व्यवस्था का लिया जायजा: [420, 1841, 1022, 1915]
- naxal-article: [552, 942, 1408, 1387]
- school-association-body: [29, 1050, 535, 1368]
- naxal-col-1: [552, 1038, 712, 1387]
- jahanabad-body-1: [758, 2235, 927, 2459]
